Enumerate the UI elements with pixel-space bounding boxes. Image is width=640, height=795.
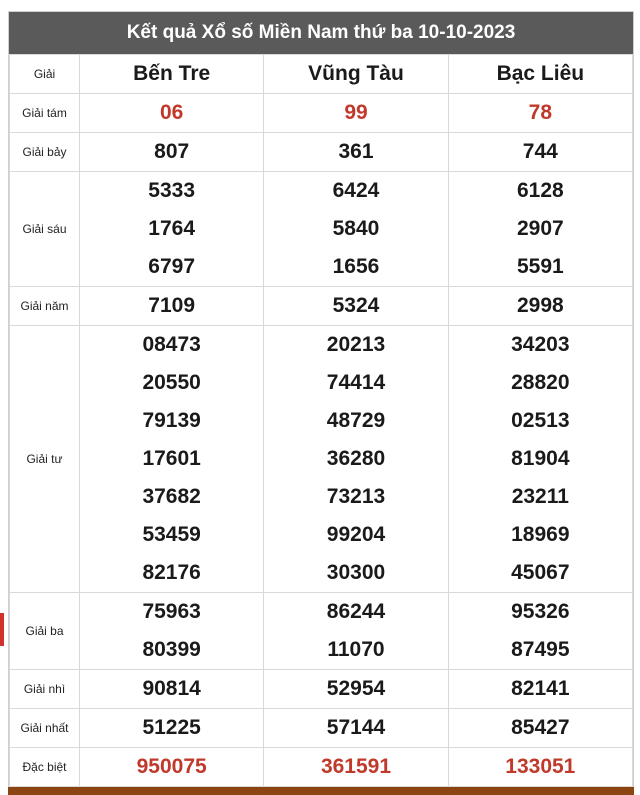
province-header-ben-tre[interactable]: Bến Tre (80, 55, 264, 94)
prize-number: 48729 (326, 409, 386, 432)
prize-number: 78 (528, 101, 552, 124)
prize-number: 20550 (142, 371, 201, 394)
prize-number: 52954 (326, 677, 386, 700)
prize-number: 807 (154, 140, 190, 163)
prize-row (10, 172, 633, 287)
prize-number: 28820 (511, 371, 570, 394)
prize-label: Giải nhất (10, 709, 80, 748)
prize-number: 80399 (142, 638, 201, 661)
prize-cell (448, 709, 632, 748)
prize-cell (80, 172, 264, 287)
prize-cell (448, 326, 632, 593)
side-tab-marker[interactable] (0, 613, 4, 646)
prize-cell (264, 172, 448, 287)
prize-column-header: Giải (10, 55, 80, 94)
prize-number: 2998 (516, 294, 564, 317)
prize-number: 73213 (326, 485, 386, 508)
prize-cell (80, 287, 264, 326)
prize-number: 37682 (142, 485, 201, 508)
prize-number: 5840 (332, 217, 380, 240)
prize-label: Giải năm (10, 287, 80, 326)
prize-number: 1764 (148, 217, 196, 240)
prize-cell (264, 287, 448, 326)
prize-cell (80, 94, 264, 133)
prize-label: Giải sáu (10, 172, 80, 287)
prize-cell (448, 172, 632, 287)
results-table-frame (8, 11, 634, 788)
prize-number: 1656 (332, 255, 380, 278)
prize-row (10, 670, 633, 709)
prize-number: 82141 (511, 677, 570, 700)
prize-number: 23211 (511, 485, 569, 508)
prize-number: 45067 (511, 561, 570, 584)
prize-number: 20213 (326, 333, 386, 356)
prize-number: 11070 (327, 638, 385, 661)
prize-cell (448, 670, 632, 709)
prize-number: 08473 (142, 333, 201, 356)
prize-number: 99204 (326, 523, 386, 546)
prize-number: 5333 (148, 179, 196, 202)
prize-cell (264, 709, 448, 748)
prize-number: 7109 (148, 294, 196, 317)
prize-cell (80, 133, 264, 172)
prize-number: 82176 (142, 561, 201, 584)
prize-number: 133051 (505, 755, 576, 778)
prize-number: 34203 (511, 333, 570, 356)
prize-cell (264, 593, 448, 670)
prize-number: 744 (522, 140, 558, 163)
prize-number: 81904 (511, 447, 570, 470)
prize-number: 95326 (511, 600, 570, 623)
prize-label: Đặc biệt (10, 748, 80, 787)
prize-number: 75963 (142, 600, 201, 623)
prize-number: 51225 (142, 716, 201, 739)
results-table (9, 54, 633, 787)
prize-label: Giải ba (10, 593, 80, 670)
prize-cell (80, 748, 264, 787)
prize-cell (80, 326, 264, 593)
header-row (10, 55, 633, 94)
prize-number: 30300 (326, 561, 386, 584)
prize-number: 90814 (142, 677, 201, 700)
prize-number: 99 (344, 101, 368, 124)
prize-cell (448, 133, 632, 172)
prize-row (10, 593, 633, 670)
prize-number: 5591 (516, 255, 564, 278)
prize-row (10, 748, 633, 787)
bottom-divider (8, 787, 634, 795)
prize-label: Giải bảy (10, 133, 80, 172)
page-title: Kết quả Xổ số Miền Nam thứ ba 10-10-2023 (9, 12, 633, 54)
prize-number: 36280 (326, 447, 386, 470)
province-header-vung-tau[interactable]: Vũng Tàu (264, 55, 448, 94)
prize-cell (80, 709, 264, 748)
prize-row (10, 326, 633, 593)
prize-number: 17601 (142, 447, 201, 470)
prize-number: 361 (338, 140, 374, 163)
prize-number: 06 (159, 101, 184, 124)
prize-number: 02513 (511, 409, 570, 432)
prize-cell (448, 748, 632, 787)
prize-cell (264, 94, 448, 133)
prize-number: 74414 (326, 371, 386, 394)
prize-label: Giải tư (10, 326, 80, 593)
prize-row (10, 94, 633, 133)
prize-number: 6797 (148, 255, 196, 278)
prize-number: 79139 (142, 409, 201, 432)
prize-row (10, 287, 633, 326)
province-header-bac-lieu[interactable]: Bạc Liêu (448, 55, 632, 94)
prize-cell (80, 593, 264, 670)
prize-number: 6424 (332, 179, 380, 202)
prize-number: 87495 (511, 638, 570, 661)
prize-number: 86244 (326, 600, 386, 623)
prize-cell (448, 593, 632, 670)
prize-cell (80, 670, 264, 709)
prize-cell (264, 670, 448, 709)
prize-number: 2907 (516, 217, 564, 240)
prize-cell (264, 133, 448, 172)
prize-cell (264, 326, 448, 593)
prize-cell (264, 748, 448, 787)
prize-number: 5324 (332, 294, 380, 317)
prize-number: 6128 (516, 179, 564, 202)
prize-cell (448, 287, 632, 326)
prize-number: 85427 (511, 716, 570, 739)
prize-number: 950075 (136, 755, 207, 778)
prize-cell (448, 94, 632, 133)
prize-number: 53459 (142, 523, 201, 546)
prize-number: 57144 (326, 716, 386, 739)
prize-label: Giải nhì (10, 670, 80, 709)
prize-number: 18969 (511, 523, 570, 546)
prize-label: Giải tám (10, 94, 80, 133)
prize-row (10, 709, 633, 748)
prize-number: 361591 (320, 755, 392, 778)
prize-row (10, 133, 633, 172)
